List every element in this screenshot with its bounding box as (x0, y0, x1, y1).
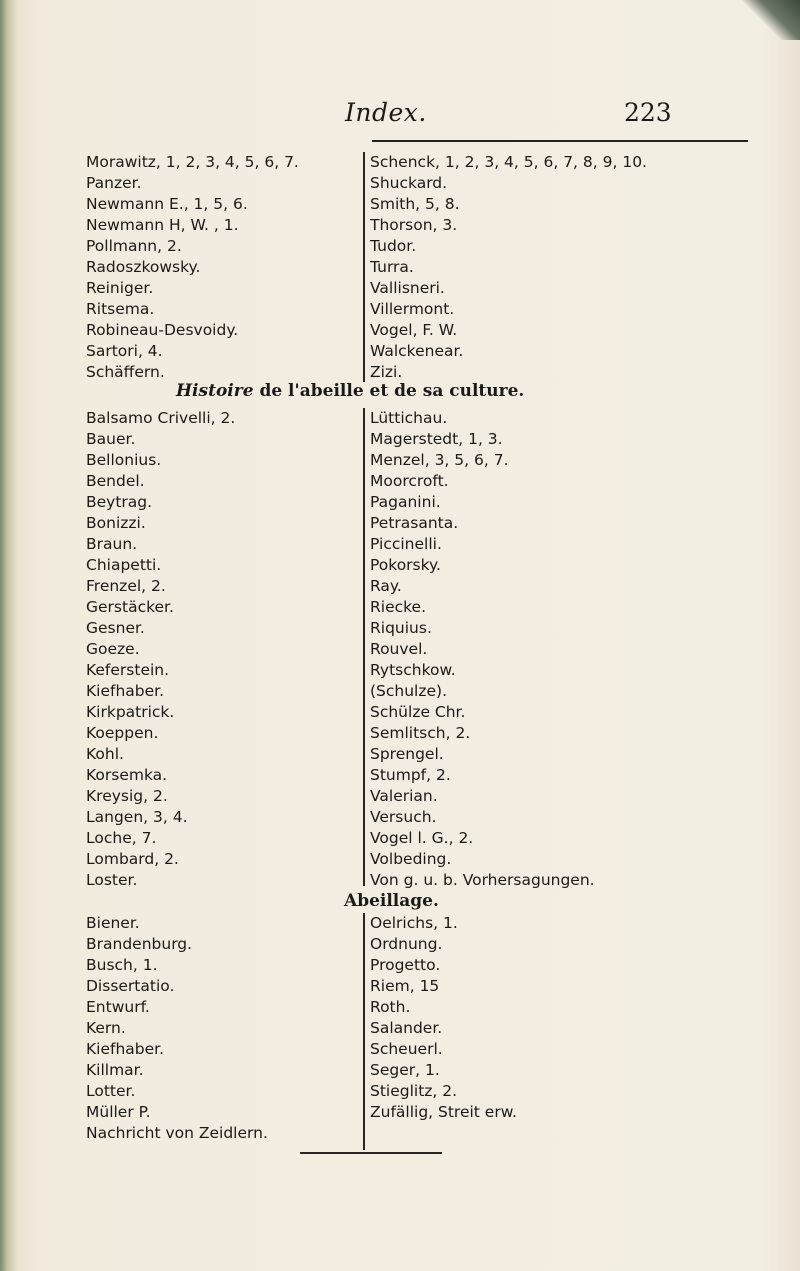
page-number: 223 (624, 98, 672, 127)
index-entry: Magerstedt, 1, 3. (370, 430, 503, 448)
index-entry: Reiniger. (86, 279, 154, 297)
index-entry: Radoszkowsky. (86, 258, 201, 276)
section2-column-divider (363, 408, 365, 886)
index-entry: Turra. (370, 258, 414, 276)
index-entry: Stieglitz, 2. (370, 1082, 458, 1100)
index-entry: Ray. (370, 577, 402, 595)
index-entry: Versuch. (370, 808, 437, 826)
section-heading-abeillage: Abeillage. (344, 891, 439, 911)
index-entry: Morawitz, 1, 2, 3, 4, 5, 6, 7. (86, 153, 299, 171)
index-entry: Moorcroft. (370, 472, 449, 490)
index-entry: (Schulze). (370, 682, 448, 700)
index-entry: Salander. (370, 1019, 443, 1037)
index-entry: Goeze. (86, 640, 140, 658)
index-entry: Bendel. (86, 472, 145, 490)
index-entry: Vogel l. G., 2. (370, 829, 474, 847)
index-entry: Biener. (86, 914, 140, 932)
index-entry: Valerian. (370, 787, 438, 805)
section2-left-column (86, 408, 235, 891)
index-entry: Newmann H, W. , 1. (86, 216, 239, 234)
section3-left-column (86, 913, 268, 1144)
index-entry: Bauer. (86, 430, 136, 448)
index-entry: Shuckard. (370, 174, 448, 192)
header-rule (372, 140, 748, 142)
index-entry: Semlitsch, 2. (370, 724, 471, 742)
index-entry: Zufällig, Streit erw. (370, 1103, 517, 1121)
index-entry: Vogel, F. W. (370, 321, 458, 339)
index-entry: Koeppen. (86, 724, 159, 742)
index-entry: Müller P. (86, 1103, 151, 1121)
index-entry: Villermont. (370, 300, 455, 318)
index-entry: Ordnung. (370, 935, 443, 953)
index-entry: Rytschkow. (370, 661, 456, 679)
index-entry: Lotter. (86, 1082, 136, 1100)
index-entry: Balsamo Crivelli, 2. (86, 409, 236, 427)
closing-rule (300, 1152, 442, 1154)
index-entry: Keferstein. (86, 661, 170, 679)
index-entry: Dissertatio. (86, 977, 175, 995)
index-entry: Riquius. (370, 619, 432, 637)
index-entry: Rouvel. (370, 640, 428, 658)
index-entry: Kreysig, 2. (86, 787, 168, 805)
index-entry: Schäffern. (86, 363, 165, 381)
index-entry: Paganini. (370, 493, 441, 511)
index-entry: Menzel, 3, 5, 6, 7. (370, 451, 509, 469)
index-entry: Bonizzi. (86, 514, 146, 532)
section-heading-histoire-rest: de l'abeille et de sa culture. (259, 381, 525, 401)
index-entry: Scheuerl. (370, 1040, 443, 1058)
index-entry: Kiefhaber. (86, 682, 165, 700)
index-entry: Walckenear. (370, 342, 464, 360)
index-entry: Piccinelli. (370, 535, 442, 553)
index-entry: Korsemka. (86, 766, 168, 784)
index-entry: Pollmann, 2. (86, 237, 182, 255)
index-entry: Kirkpatrick. (86, 703, 175, 721)
index-entry: Sartori, 4. (86, 342, 163, 360)
index-entry: Volbeding. (370, 850, 452, 868)
index-entry: Beytrag. (86, 493, 153, 511)
index-entry: Sprengel. (370, 745, 444, 763)
section-heading-histoire-word: Histoire (176, 381, 254, 401)
index-entry: Zizi. (370, 363, 403, 381)
index-entry: Von g. u. b. Vorhersagungen. (370, 871, 595, 889)
index-entry: Pokorsky. (370, 556, 441, 574)
index-entry: Gesner. (86, 619, 145, 637)
running-header-title: Index. (345, 98, 427, 127)
section1-column-divider (363, 152, 365, 382)
index-entry: Kohl. (86, 745, 124, 763)
page-corner-fold (740, 0, 800, 40)
index-entry: Frenzel, 2. (86, 577, 166, 595)
index-entry: Riem, 15 (370, 977, 440, 995)
index-entry: Oelrichs, 1. (370, 914, 458, 932)
index-entry: Progetto. (370, 956, 441, 974)
index-entry: Riecke. (370, 598, 427, 616)
index-entry: Loche, 7. (86, 829, 157, 847)
index-entry: Petrasanta. (370, 514, 459, 532)
index-entry: Stumpf, 2. (370, 766, 451, 784)
index-entry: Newmann E., 1, 5, 6. (86, 195, 248, 213)
index-entry: Lombard, 2. (86, 850, 179, 868)
index-entry: Entwurf. (86, 998, 150, 1016)
index-entry: Panzer. (86, 174, 142, 192)
section1-right-column (370, 152, 647, 383)
section3-right-column (370, 913, 517, 1123)
index-entry: Bellonius. (86, 451, 162, 469)
index-entry: Vallisneri. (370, 279, 445, 297)
index-entry: Schenck, 1, 2, 3, 4, 5, 6, 7, 8, 9, 10. (370, 153, 647, 171)
index-entry: Seger, 1. (370, 1061, 440, 1079)
section3-column-divider (363, 913, 365, 1150)
section1-left-column (86, 152, 299, 383)
index-entry: Roth. (370, 998, 411, 1016)
index-entry: Nachricht von Zeidlern. (86, 1124, 268, 1142)
index-entry: Chiapetti. (86, 556, 162, 574)
index-entry: Brandenburg. (86, 935, 193, 953)
index-entry: Loster. (86, 871, 138, 889)
index-entry: Schülze Chr. (370, 703, 466, 721)
index-entry: Busch, 1. (86, 956, 158, 974)
index-entry: Robineau-Desvoidy. (86, 321, 239, 339)
section-heading-histoire (176, 381, 524, 401)
index-entry: Braun. (86, 535, 138, 553)
index-entry: Smith, 5, 8. (370, 195, 460, 213)
index-entry: Thorson, 3. (370, 216, 458, 234)
index-entry: Gerstäcker. (86, 598, 174, 616)
index-entry: Ritsema. (86, 300, 155, 318)
index-entry: Killmar. (86, 1061, 144, 1079)
index-entry: Kern. (86, 1019, 126, 1037)
index-entry: Tudor. (370, 237, 417, 255)
index-entry: Lüttichau. (370, 409, 448, 427)
index-entry: Kiefhaber. (86, 1040, 165, 1058)
index-entry: Langen, 3, 4. (86, 808, 188, 826)
section2-right-column (370, 408, 595, 891)
